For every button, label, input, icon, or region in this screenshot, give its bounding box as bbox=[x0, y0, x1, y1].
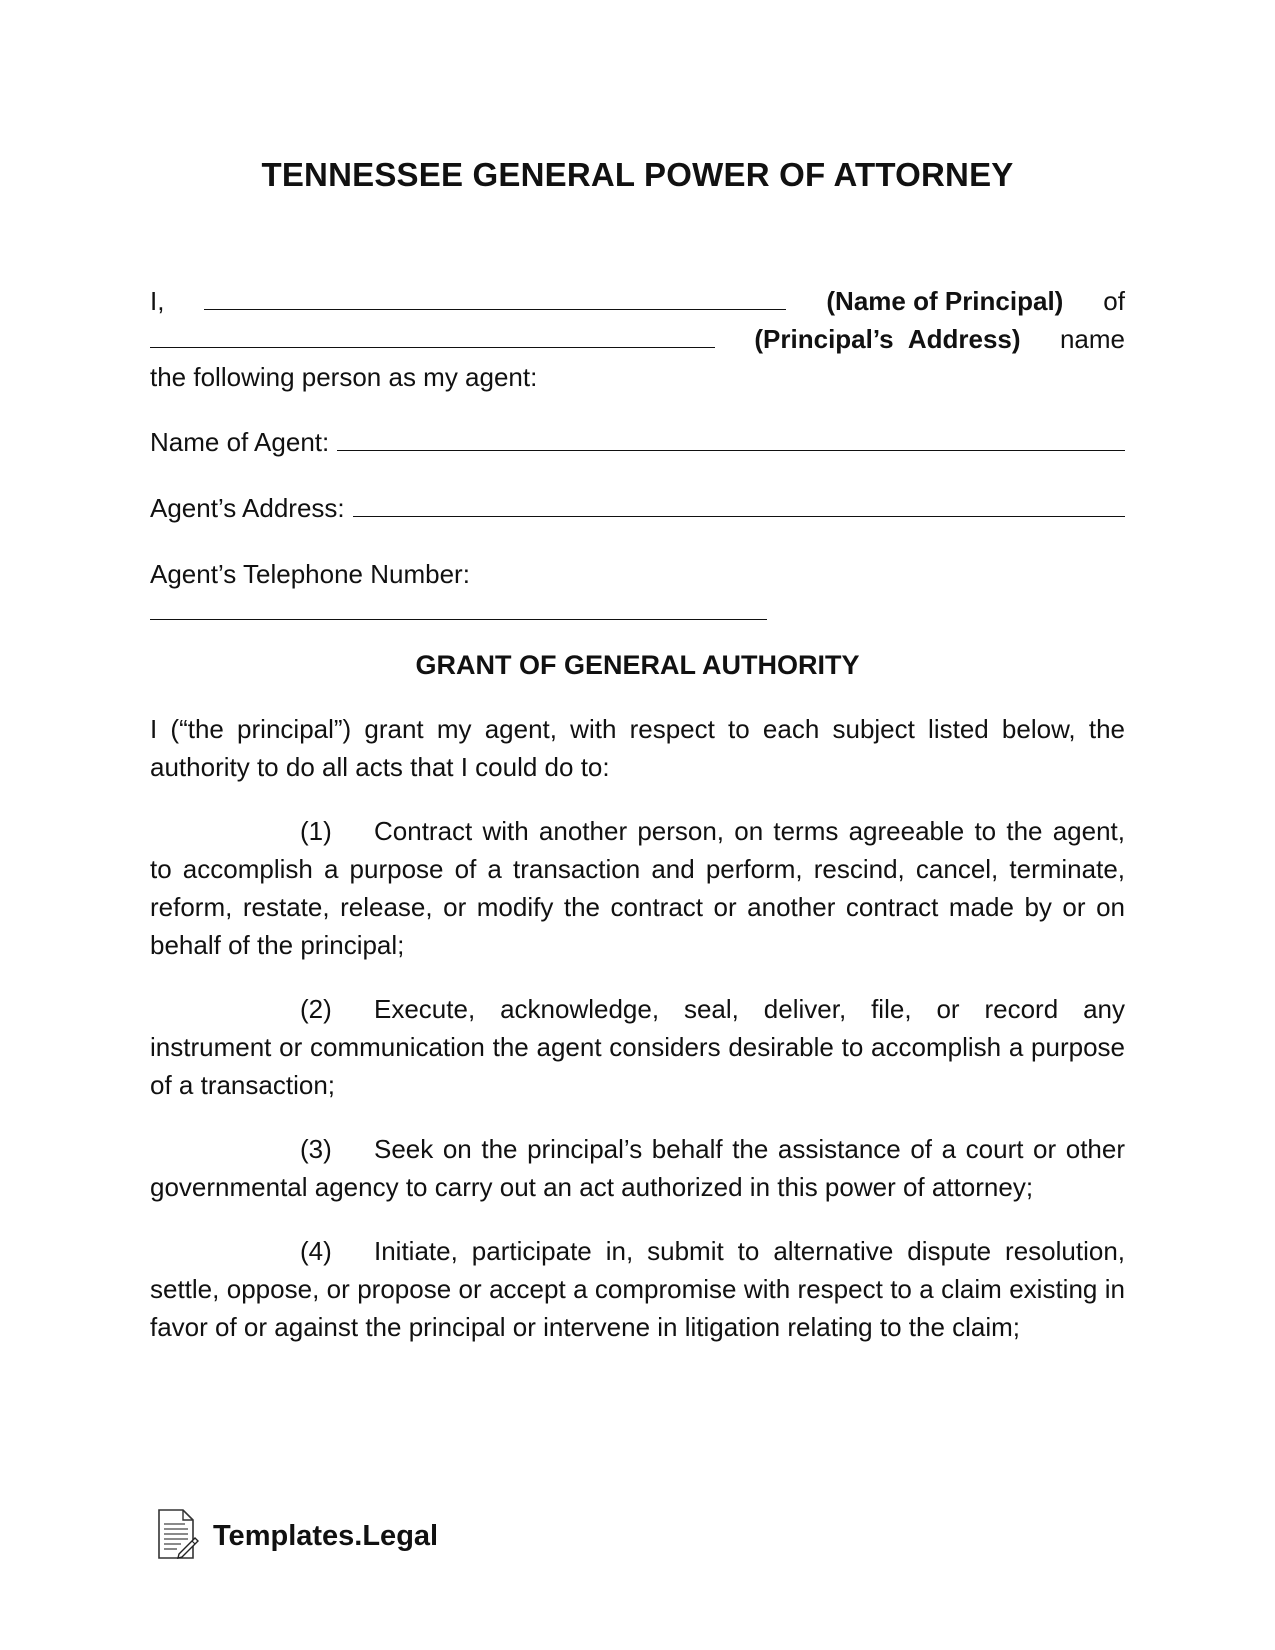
of-word: of bbox=[1103, 286, 1125, 316]
grant-item bbox=[150, 1232, 1125, 1346]
principal-address-label: (Principal’s Address) bbox=[754, 324, 1021, 354]
intro-paragraph bbox=[150, 282, 1125, 396]
agent-address-field bbox=[150, 489, 1125, 527]
agent-address-blank[interactable] bbox=[353, 490, 1125, 517]
agent-telephone-label: Agent’s Telephone Number: bbox=[150, 559, 470, 589]
item-text: Initiate, participate in, submit to alternative dispute resolution, settle, oppose, or propose or accept a compromise with respect to a claim existing in favor of or against the principal or intervene in litigation relating to the claim; bbox=[150, 1236, 1125, 1342]
agent-address-label: Agent’s Address: bbox=[150, 493, 345, 523]
footer-brand bbox=[155, 1508, 438, 1565]
agent-telephone-field bbox=[150, 555, 1125, 620]
item-number: (1) bbox=[300, 816, 332, 846]
grant-heading: GRANT OF GENERAL AUTHORITY bbox=[415, 650, 860, 680]
grant-item bbox=[150, 812, 1125, 964]
agent-telephone-blank[interactable] bbox=[150, 593, 767, 620]
item-text: Seek on the principal’s behalf the assistance of a court or other governmental agency to carry out an act authorized in this power of attorney; bbox=[150, 1134, 1125, 1202]
item-number: (3) bbox=[300, 1134, 332, 1164]
document-pen-icon bbox=[155, 1508, 199, 1565]
principal-name-blank[interactable] bbox=[204, 283, 786, 310]
grant-item bbox=[150, 1130, 1125, 1206]
intro-line-1 bbox=[150, 282, 1125, 320]
grant-item bbox=[150, 990, 1125, 1104]
item-number: (4) bbox=[300, 1236, 332, 1266]
footer-brand-text[interactable]: Templates.Legal bbox=[213, 1520, 439, 1552]
document-title: TENNESSEE GENERAL POWER OF ATTORNEY bbox=[261, 156, 1014, 193]
document-body bbox=[150, 282, 1125, 1346]
principal-name-label: (Name of Principal) bbox=[826, 286, 1064, 316]
intro-line-2 bbox=[150, 320, 1125, 358]
name-word: name bbox=[1059, 324, 1125, 354]
agent-name-blank[interactable] bbox=[337, 424, 1125, 451]
principal-address-blank[interactable] bbox=[150, 321, 715, 348]
item-text: Execute, acknowledge, seal, deliver, file, or record any instrument or communication the agent considers desirable to accomplish a purpose of a transaction; bbox=[150, 994, 1125, 1100]
intro-following-line: the following person as my agent: bbox=[150, 362, 538, 392]
item-text: Contract with another person, on terms agreeable to the agent, to accomplish a purpose of a transaction and perform, rescind, cancel, terminate, reform, restate, release, or modify the contract or another contract made by or on behalf of the principal; bbox=[150, 816, 1125, 960]
grant-intro: I (“the principal”) grant my agent, with respect to each subject listed below, the authority to do all acts that I could do to: bbox=[150, 714, 1125, 782]
agent-name-label: Name of Agent: bbox=[150, 427, 330, 457]
item-number: (2) bbox=[300, 994, 332, 1024]
i-prefix: I, bbox=[150, 286, 165, 316]
agent-name-field bbox=[150, 423, 1125, 461]
